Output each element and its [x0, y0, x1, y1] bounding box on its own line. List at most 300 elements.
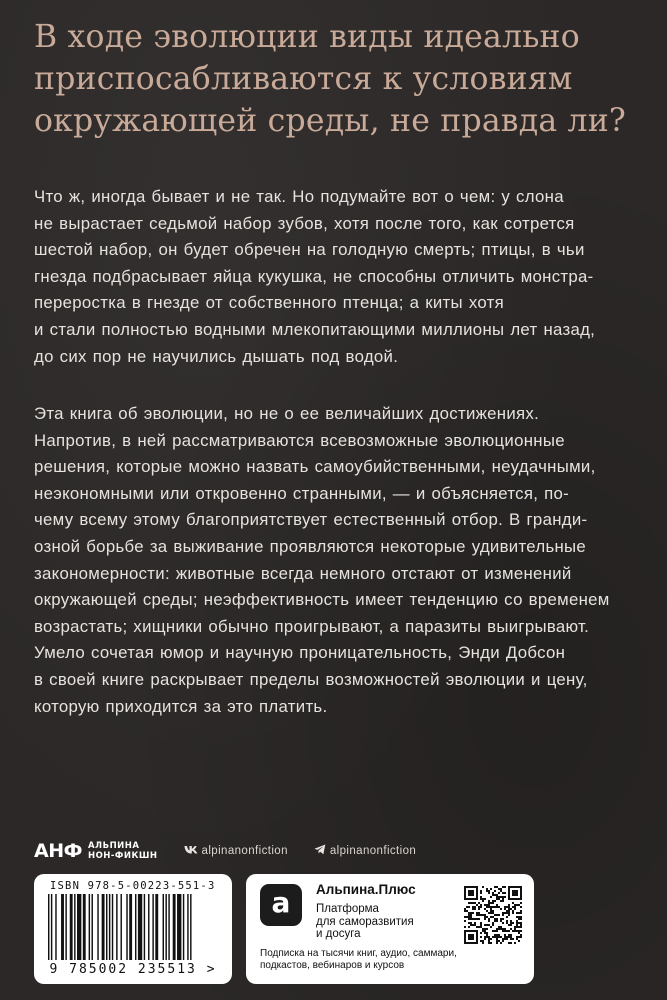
qr-module: [474, 930, 476, 932]
qr-module: [472, 902, 474, 904]
qr-module: [494, 890, 496, 892]
qr-module: [496, 934, 498, 936]
barcode-bar: [48, 894, 49, 960]
text-line: до сих пор не научились дышать под водой.: [34, 346, 399, 366]
qr-module: [498, 928, 500, 930]
qr-module: [508, 930, 510, 932]
qr-module: [478, 906, 480, 908]
qr-module: [508, 924, 510, 926]
qr-module: [492, 924, 494, 926]
qr-module: [516, 920, 518, 922]
qr-module: [516, 886, 518, 888]
qr-module: [482, 928, 484, 930]
barcode-bar: [126, 894, 127, 960]
qr-module: [472, 934, 474, 936]
qr-module: [516, 892, 518, 894]
qr-module: [510, 924, 512, 926]
barcode-bar: [51, 894, 52, 960]
qr-module: [464, 886, 466, 888]
qr-module: [490, 902, 492, 904]
qr-module: [468, 914, 470, 916]
qr-module: [506, 938, 508, 940]
qr-module: [502, 900, 504, 902]
qr-module: [516, 916, 518, 918]
qr-module: [504, 892, 506, 894]
publisher-name: [88, 841, 158, 861]
qr-module: [478, 902, 480, 904]
qr-module: [500, 888, 502, 890]
qr-module: [474, 942, 476, 944]
telegram-link[interactable]: [314, 844, 416, 858]
qr-module: [474, 922, 476, 924]
qr-module: [488, 904, 490, 906]
qr-module: [474, 908, 476, 910]
qr-module: [502, 898, 504, 900]
qr-module: [510, 886, 512, 888]
qr-module: [520, 918, 522, 920]
qr-module: [470, 938, 472, 940]
qr-module: [470, 914, 472, 916]
barcode-bar: [168, 894, 169, 960]
qr-module: [478, 926, 480, 928]
qr-module: [508, 942, 510, 944]
text-line: шестой набор, он будет обречен на голодную смерть; птицы, в чьи: [34, 240, 585, 260]
qr-module: [502, 928, 504, 930]
qr-module: [520, 896, 522, 898]
text-line: неэкономными или откровенно странными, — и объясняется, по-: [34, 483, 570, 503]
qr-module: [494, 930, 496, 932]
text-line: решения, которые можно назвать самоубийственными, неудачными,: [34, 457, 596, 477]
qr-module: [468, 906, 470, 908]
text-line: не вырастает седьмой набор зубов, хотя после того, как сотрется: [34, 213, 575, 233]
qr-module: [490, 926, 492, 928]
qr-module: [476, 940, 478, 942]
vk-icon: [184, 845, 198, 858]
barcode-bar: [61, 894, 64, 960]
barcode-bar: [92, 894, 93, 960]
text-line: Умело сочетая юмор и научную проницательность, Энди Добсон: [34, 643, 566, 663]
qr-module: [518, 918, 520, 920]
headline: [34, 16, 634, 142]
qr-module: [488, 938, 490, 940]
text-line: в своей книге раскрывает пределы возможностей эволюции и цену,: [34, 669, 588, 689]
qr-module: [504, 938, 506, 940]
barcode-bar: [97, 894, 98, 960]
qr-module: [476, 890, 478, 892]
qr-module: [476, 914, 478, 916]
qr-module: [494, 906, 496, 908]
qr-module: [510, 938, 512, 940]
qr-module: [482, 940, 484, 942]
qr-module: [488, 918, 490, 920]
alpina-plus-promo: [246, 874, 534, 984]
qr-module: [498, 926, 500, 928]
qr-module: [480, 926, 482, 928]
qr-module: [514, 904, 516, 906]
qr-module: [486, 932, 488, 934]
qr-module: [514, 906, 516, 908]
qr-module: [512, 906, 514, 908]
qr-module: [478, 912, 480, 914]
qr-module: [510, 920, 512, 922]
promo-subtitle: [260, 948, 465, 972]
qr-module: [510, 942, 512, 944]
qr-module: [498, 940, 500, 942]
promo-description-line: и досуга: [316, 928, 361, 940]
qr-module: [512, 922, 514, 924]
qr-module: [466, 886, 468, 888]
qr-module: [518, 930, 520, 932]
qr-module: [506, 906, 508, 908]
qr-module: [516, 912, 518, 914]
publisher-row: [34, 836, 634, 866]
qr-module: [500, 896, 502, 898]
qr-module: [488, 924, 490, 926]
qr-module: [466, 916, 468, 918]
qr-module: [494, 918, 496, 920]
qr-module: [472, 890, 474, 892]
qr-module: [464, 916, 466, 918]
barcode-bar: [102, 894, 105, 960]
qr-module: [504, 928, 506, 930]
qr-module: [496, 930, 498, 932]
barcode-bar: [121, 894, 122, 960]
qr-module: [492, 902, 494, 904]
promo-subtitle-line: Подписка на тысячи книг, аудио, саммари,: [260, 948, 457, 959]
qr-module: [464, 910, 466, 912]
qr-module: [510, 922, 512, 924]
qr-module: [492, 922, 494, 924]
qr-module: [480, 914, 482, 916]
barcode-bar: [65, 894, 66, 960]
qr-module: [464, 940, 466, 942]
qr-module: [470, 934, 472, 936]
qr-module: [470, 912, 472, 914]
qr-module: [492, 910, 494, 912]
text-line: которую приходится за это платить.: [34, 696, 328, 716]
qr-module: [520, 906, 522, 908]
qr-module: [496, 928, 498, 930]
qr-module: [464, 894, 466, 896]
qr-module: [470, 918, 472, 920]
qr-module: [516, 930, 518, 932]
qr-module: [514, 894, 516, 896]
qr-module: [464, 892, 466, 894]
qr-module: [514, 930, 516, 932]
qr-module: [492, 892, 494, 894]
qr-module: [498, 934, 500, 936]
qr-module: [502, 886, 504, 888]
logo-mark-text: АНФ: [34, 840, 82, 862]
description-paragraph-1: [34, 184, 638, 370]
qr-module: [520, 930, 522, 932]
qr-module: [488, 942, 490, 944]
qr-module: [492, 930, 494, 932]
qr-module: [480, 924, 482, 926]
qr-module: [476, 936, 478, 938]
qr-module: [496, 898, 498, 900]
qr-module: [514, 886, 516, 888]
qr-module: [468, 930, 470, 932]
barcode-bar: [183, 894, 184, 960]
qr-module: [476, 912, 478, 914]
qr-module: [470, 902, 472, 904]
qr-module: [514, 890, 516, 892]
qr-module: [504, 936, 506, 938]
qr-module: [508, 886, 510, 888]
qr-module: [520, 934, 522, 936]
qr-module: [508, 888, 510, 890]
qr-module: [470, 898, 472, 900]
telegram-icon: [314, 844, 326, 858]
qr-module: [512, 902, 514, 904]
qr-module: [520, 916, 522, 918]
qr-module: [508, 892, 510, 894]
qr-module: [472, 912, 474, 914]
qr-module: [504, 886, 506, 888]
qr-module: [472, 886, 474, 888]
headline-line: приспосабливаются к условиям: [34, 61, 573, 97]
qr-module: [506, 912, 508, 914]
qr-module: [480, 922, 482, 924]
qr-module: [516, 924, 518, 926]
qr-module: [500, 918, 502, 920]
qr-module: [468, 886, 470, 888]
qr-module: [506, 910, 508, 912]
qr-module: [520, 886, 522, 888]
qr-module: [508, 910, 510, 912]
qr-module: [484, 938, 486, 940]
isbn-label: ISBN 978-5-00223-551-3: [50, 880, 216, 892]
qr-module: [474, 924, 476, 926]
isbn-barcode-box: [34, 874, 232, 984]
publisher-name-line: НОН-ФИКШН: [87, 851, 158, 861]
qr-module: [486, 936, 488, 938]
qr-module: [480, 906, 482, 908]
qr-module: [520, 910, 522, 912]
qr-module: [472, 930, 474, 932]
qr-module: [512, 892, 514, 894]
qr-module: [486, 916, 488, 918]
qr-module: [482, 886, 484, 888]
qr-module: [512, 938, 514, 940]
qr-module: [488, 890, 490, 892]
qr-module: [482, 942, 484, 944]
qr-module: [488, 936, 490, 938]
qr-module: [502, 918, 504, 920]
qr-module: [484, 924, 486, 926]
qr-module: [508, 904, 510, 906]
qr-module: [496, 940, 498, 942]
qr-module: [508, 912, 510, 914]
headline-line: В ходе эволюции виды идеально: [34, 19, 580, 55]
qr-module: [510, 928, 512, 930]
qr-module: [488, 900, 490, 902]
qr-module: [464, 938, 466, 940]
qr-module: [468, 912, 470, 914]
qr-module: [520, 926, 522, 928]
qr-module: [484, 914, 486, 916]
qr-module: [510, 898, 512, 900]
qr-module: [490, 906, 492, 908]
qr-module: [502, 930, 504, 932]
qr-module: [520, 890, 522, 892]
qr-module: [508, 906, 510, 908]
qr-module: [496, 906, 498, 908]
description-paragraph-2: [34, 401, 638, 720]
qr-module: [476, 886, 478, 888]
qr-module: [472, 894, 474, 896]
qr-module: [516, 938, 518, 940]
qr-module: [470, 894, 472, 896]
qr-module: [464, 890, 466, 892]
qr-module: [504, 912, 506, 914]
qr-module: [496, 938, 498, 940]
qr-module: [476, 932, 478, 934]
qr-module: [512, 886, 514, 888]
promo-title: Альпина.Плюс: [316, 882, 416, 897]
qr-module: [502, 938, 504, 940]
qr-module: [472, 942, 474, 944]
qr-module: [476, 934, 478, 936]
barcode-bar: [116, 894, 117, 960]
qr-module: [464, 920, 466, 922]
qr-module: [490, 938, 492, 940]
qr-module: [484, 928, 486, 930]
barcode-bar: [129, 894, 132, 960]
qr-module: [486, 904, 488, 906]
qr-module: [514, 942, 516, 944]
qr-module: [496, 918, 498, 920]
qr-module: [514, 908, 516, 910]
qr-module: [480, 898, 482, 900]
barcode-bar: [144, 894, 145, 960]
qr-module: [494, 936, 496, 938]
qr-module: [520, 888, 522, 890]
qr-module: [472, 908, 474, 910]
qr-module: [476, 918, 478, 920]
qr-module: [480, 936, 482, 938]
qr-module: [490, 912, 492, 914]
barcode-bar: [177, 894, 181, 960]
qr-module: [478, 914, 480, 916]
publisher-logo: [34, 840, 158, 862]
barcode-bar: [55, 894, 56, 960]
qr-module: [502, 922, 504, 924]
qr-module: [488, 920, 490, 922]
qr-module: [468, 890, 470, 892]
qr-module: [494, 920, 496, 922]
qr-module: [498, 936, 500, 938]
barcode-bar: [187, 894, 188, 960]
qr-module: [514, 928, 516, 930]
barcode-bar: [70, 894, 73, 960]
qr-module: [466, 898, 468, 900]
qr-module: [516, 890, 518, 892]
qr-module: [512, 890, 514, 892]
qr-module: [464, 942, 466, 944]
qr-module: [474, 918, 476, 920]
barcode-bar: [173, 894, 176, 960]
qr-module: [470, 936, 472, 938]
qr-module: [470, 924, 472, 926]
qr-module: [484, 936, 486, 938]
qr-module: [472, 898, 474, 900]
barcode-bar: [135, 894, 136, 960]
vk-link[interactable]: [184, 845, 288, 858]
qr-module: [518, 904, 520, 906]
text-line: Напротив, в ней рассматриваются всевозможные эволюционные: [34, 430, 565, 450]
qr-module: [486, 910, 488, 912]
qr-module: [494, 900, 496, 902]
qr-module: [520, 936, 522, 938]
qr-module: [504, 908, 506, 910]
qr-module: [512, 912, 514, 914]
qr-module: [464, 936, 466, 938]
qr-module: [506, 936, 508, 938]
text-line: Эта книга об эволюции, но не о ее величайших достижениях.: [34, 404, 540, 423]
qr-module: [478, 918, 480, 920]
qr-module: [476, 942, 478, 944]
qr-module: [466, 930, 468, 932]
qr-module: [472, 918, 474, 920]
qr-module: [510, 908, 512, 910]
qr-module: [512, 898, 514, 900]
barcode-bar: [163, 894, 164, 960]
qr-module: [520, 898, 522, 900]
qr-module: [496, 936, 498, 938]
qr-module: [506, 922, 508, 924]
qr-module: [520, 894, 522, 896]
qr-module: [470, 930, 472, 932]
qr-module: [492, 916, 494, 918]
qr-module: [476, 892, 478, 894]
promo-subtitle-line: подкастов, вебинаров и курсов: [260, 960, 405, 971]
qr-module: [516, 936, 518, 938]
qr-module: [500, 908, 502, 910]
qr-module: [468, 892, 470, 894]
qr-module: [500, 928, 502, 930]
text-line: и стали полностью водными млекопитающими миллионы лет назад,: [34, 319, 596, 339]
qr-module: [468, 918, 470, 920]
qr-module: [472, 936, 474, 938]
qr-module: [476, 898, 478, 900]
barcode-bar: [83, 894, 86, 960]
qr-module: [494, 894, 496, 896]
qr-module: [508, 896, 510, 898]
qr-module: [496, 942, 498, 944]
qr-module: [520, 912, 522, 914]
qr-module: [482, 900, 484, 902]
barcode-bar: [165, 894, 166, 960]
alpina-plus-app-icon: [260, 884, 302, 926]
qr-module: [496, 904, 498, 906]
barcode-bar: [109, 894, 110, 960]
qr-module: [480, 940, 482, 942]
qr-module: [468, 926, 470, 928]
qr-module: [490, 916, 492, 918]
qr-module: [496, 886, 498, 888]
qr-module: [480, 904, 482, 906]
qr-module: [500, 942, 502, 944]
qr-module: [518, 926, 520, 928]
qr-module: [464, 896, 466, 898]
qr-module: [500, 926, 502, 928]
qr-module: [482, 898, 484, 900]
barcode-bar: [74, 894, 75, 960]
qr-module: [472, 892, 474, 894]
qr-module: [508, 898, 510, 900]
